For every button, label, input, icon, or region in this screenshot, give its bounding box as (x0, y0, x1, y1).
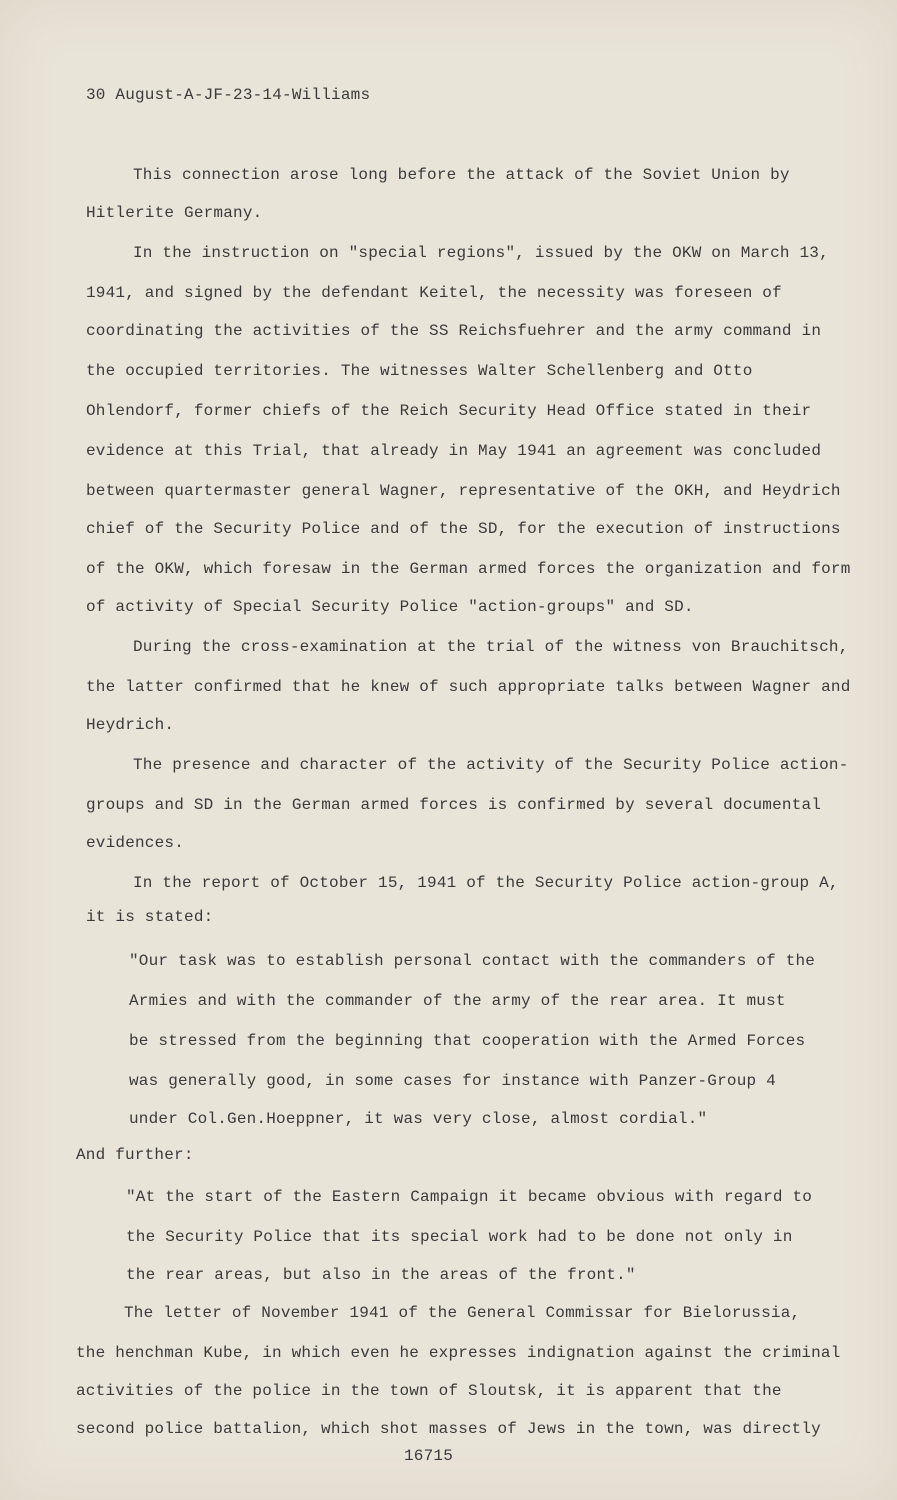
text-line: This connection arose long before the attack of the Soviet Union by (133, 166, 790, 184)
text-line: the henchman Kube, in which even he expresses indignation against the criminal (76, 1344, 841, 1362)
text-line: evidence at this Trial, that already in May 1941 an agreement was concluded (86, 442, 822, 460)
quote-line: "At the start of the Eastern Campaign it became obvious with regard to (126, 1188, 813, 1206)
text-line: The presence and character of the activity of the Security Police action- (133, 756, 849, 774)
text-line: During the cross-examination at the trial of the witness von Brauchitsch, (133, 638, 849, 656)
page-number: 16715 (404, 1447, 454, 1465)
text-line: activities of the police in the town of Sloutsk, it is apparent that the (76, 1382, 782, 1400)
text-line: the latter confirmed that he knew of such appropriate talks between Wagner and (86, 678, 851, 696)
text-line: of the OKW, which foresaw in the German armed forces the organization and form (86, 560, 851, 578)
text-line: Hitlerite Germany. (86, 204, 263, 222)
text-line: And further: (76, 1146, 194, 1164)
quote-line: the Security Police that its special work had to be done not only in (126, 1228, 793, 1246)
text-line: Ohlendorf, former chiefs of the Reich Security Head Office stated in their (86, 402, 812, 420)
text-line: between quartermaster general Wagner, representative of the OKH, and Heydrich (86, 482, 841, 500)
quote-line: "Our task was to establish personal contact with the commanders of the (129, 952, 816, 970)
text-line: In the instruction on "special regions", issued by the OKW on March 13, (133, 244, 829, 262)
quote-line: be stressed from the beginning that cooperation with the Armed Forces (129, 1032, 806, 1050)
quote-line: Armies and with the commander of the army of the rear area. It must (129, 992, 786, 1010)
text-line: it is stated: (86, 908, 214, 926)
quote-line: was generally good, in some cases for instance with Panzer-Group 4 (129, 1072, 776, 1090)
text-line: groups and SD in the German armed forces is confirmed by several documental (86, 796, 822, 814)
document-reference-header: 30 August-A-JF-23-14-Williams (86, 86, 371, 104)
text-line: coordinating the activities of the SS Reichsfuehrer and the army command in (86, 322, 822, 340)
text-line: evidences. (86, 834, 185, 852)
text-line: 1941, and signed by the defendant Keitel, the necessity was foreseen of (86, 284, 782, 302)
quote-line: the rear areas, but also in the areas of the front." (126, 1266, 636, 1284)
quote-line: under Col.Gen.Hoeppner, it was very close, almost cordial." (129, 1110, 708, 1128)
text-line: The letter of November 1941 of the General Commissar for Bielorussia, (124, 1304, 801, 1322)
text-line: the occupied territories. The witnesses Walter Schellenberg and Otto (86, 362, 753, 380)
text-line: second police battalion, which shot masses of Jews in the town, was directly (76, 1420, 821, 1438)
text-line: Heydrich. (86, 716, 175, 734)
text-line: In the report of October 15, 1941 of the Security Police action-group A, (133, 874, 839, 892)
text-line: chief of the Security Police and of the SD, for the execution of instructions (86, 520, 841, 538)
text-line: of activity of Special Security Police "action-groups" and SD. (86, 598, 694, 616)
